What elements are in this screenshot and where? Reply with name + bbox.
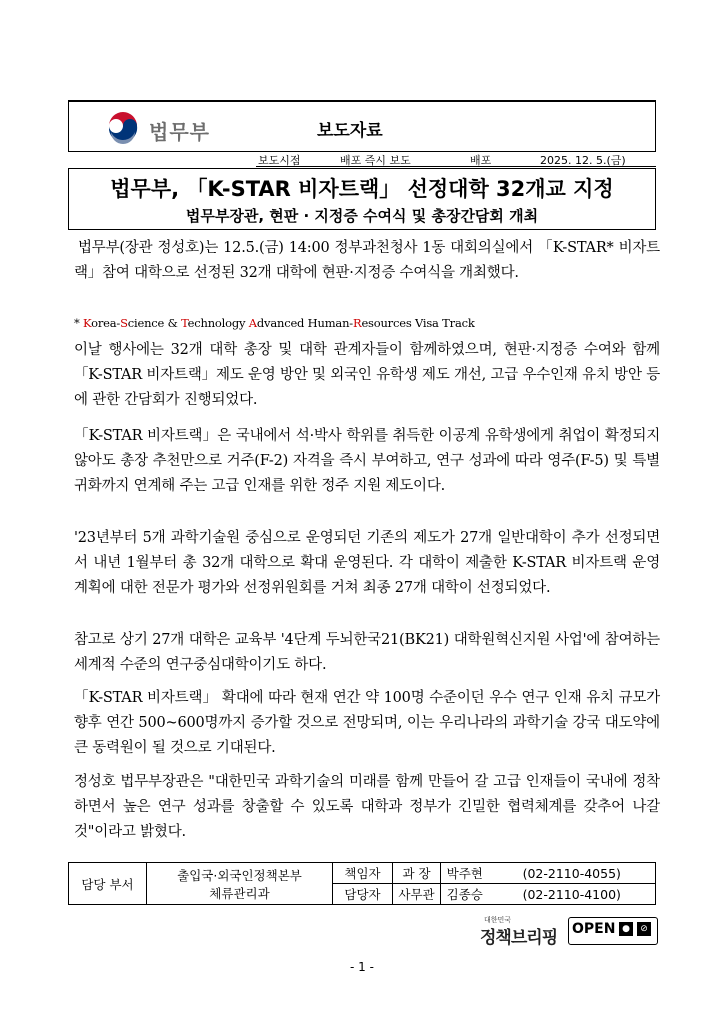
release-info <box>68 150 656 168</box>
release-underline <box>256 166 656 167</box>
paragraph-7-block <box>74 770 660 845</box>
paragraph-5-block <box>74 628 660 678</box>
acronym-letter: T <box>181 316 188 330</box>
phone-cell: (02-2110-4055) <box>489 863 656 884</box>
dept-label-cell: 담당 부서 <box>69 863 147 905</box>
attribution-icon: ● <box>619 922 633 936</box>
acronym-letter: R <box>352 316 362 330</box>
dept-name-line-1: 출입국·외국인정책본부 <box>177 867 302 883</box>
distribution-date: 2025. 12. 5.(금) <box>540 154 626 167</box>
doc-type-title: 보도자료 <box>317 121 383 141</box>
release-time-value: 배포 즉시 보도 <box>340 154 411 167</box>
org-name: 법무부 <box>149 120 210 144</box>
no-commercial-icon: ⊘ <box>637 922 651 936</box>
subheadline: 법무부장관, 현판 · 지정증 수여식 및 총장간담회 개최 <box>185 207 539 225</box>
footnote-fragment: echnology <box>187 316 249 330</box>
footnote-fragment: dvanced Human- <box>256 316 353 330</box>
headline-box <box>68 168 656 230</box>
footnote-text <box>83 316 475 330</box>
footnote-prefix: * <box>74 316 84 330</box>
paragraph: 참고로 상기 27개 대학은 교육부 '4단계 두뇌한국21(BK21) 대학원혁신지원 사업'에 참여하는 세계적 수준의 연구중심대학이기도 하다. <box>74 632 660 673</box>
paragraph-2-block <box>74 338 660 413</box>
paragraph: 「K-STAR 비자트랙」 확대에 따라 현재 연간 약 100명 수준이던 우수 연구 인재 유치 규모가 향후 연간 500~600명까지 증가할 것으로 전망되며, 이는 우리나라의 과학기술 강국 대도약에 큰 동력원이 될 것으로 기대된다. <box>74 690 660 756</box>
policy-briefing-text: 정책브리핑 <box>480 928 558 948</box>
ministry-logo <box>105 110 215 146</box>
table-row <box>69 863 656 884</box>
position-cell: 사무관 <box>393 884 441 905</box>
role-cell: 책임자 <box>333 863 393 884</box>
position-cell: 과 장 <box>393 863 441 884</box>
paragraph: 「K-STAR 비자트랙」은 국내에서 석·박사 학위를 취득한 이공계 유학생에게 취업이 확정되지 않아도 총장 추천만으로 거주(F-2) 자격을 즉시 부여하고, 연구 성과에 따라 영주(F-5) 및 특별귀화까지 연계해 주는 고급 인재를 위한 정주 지원 제도이다. <box>74 428 660 494</box>
paragraph: 이날 행사에는 32개 대학 총장 및 대학 관계자들이 함께하였으며, 현판·지정증 수여와 함께 「K-STAR 비자트랙」제도 운영 방안 및 외국인 유학생 제도 개선, 고급 우수인재 유치 방안 등에 관한 간담회가 진행되었다. <box>74 342 660 408</box>
role-cell: 담당자 <box>333 884 393 905</box>
paragraph-1-block <box>74 236 660 286</box>
contact-name-cell: 박주현 <box>441 863 489 884</box>
dept-name-cell <box>147 863 333 905</box>
acronym-letter: A <box>248 316 257 330</box>
paragraph-6-block <box>74 686 660 761</box>
footnote-fragment: orea- <box>91 316 121 330</box>
footnote-fragment: cience & <box>127 316 182 330</box>
header-box <box>68 100 656 152</box>
paragraph-4-block <box>74 526 660 601</box>
acronym-letter: K <box>83 316 92 330</box>
headline: 법무부, 「K-STAR 비자트랙」 선정대학 32개교 지정 <box>110 177 614 201</box>
contact-table <box>68 862 656 905</box>
taegeuk-emblem-icon <box>105 110 141 146</box>
paragraph: '23년부터 5개 과학기술원 중심으로 운영되던 기존의 제도가 27개 일반대학이 추가 선정되면서 내년 1월부터 총 32개 대학으로 확대 운영된다. 각 대학이 제출한 K-STAR 비자트랙 운영 계획에 대한 전문가 평가와 선정위원회를 거쳐 최종 27개 대학이 선정되었다. <box>74 530 660 596</box>
open-license-logo <box>568 917 658 945</box>
footnote-fragment: esources Visa Track <box>361 316 475 330</box>
branding-area <box>480 915 660 951</box>
page-number: - 1 - <box>350 960 374 974</box>
open-license-label: OPEN <box>572 921 616 937</box>
footnote <box>74 314 660 332</box>
policy-briefing-small-text: 대한민국 <box>484 916 512 924</box>
dept-name-line-2: 체류관리과 <box>209 885 270 901</box>
paragraph-3-block <box>74 424 660 499</box>
paragraph: 정성호 법무부장관은 "대한민국 과학기술의 미래를 함께 만들어 갈 고급 인재들이 국내에 정착하면서 높은 연구 성과를 창출할 수 있도록 대학과 정부가 긴밀한 협력체계를 갖추어 나갈 것"이라고 밝혔다. <box>74 774 660 840</box>
contact-name-cell: 김종승 <box>441 884 489 905</box>
release-time-label: 보도시점 <box>258 154 301 167</box>
acronym-letter: S <box>120 316 128 330</box>
paragraph: 법무부(장관 정성호)는 12.5.(금) 14:00 정부과천청사 1동 대회의실에서 「K-STAR* 비자트랙」참여 대학으로 선정된 32개 대학에 현판·지정증 수여식을 개최했다. <box>74 240 660 281</box>
phone-cell: (02-2110-4100) <box>489 884 656 905</box>
distribution-label: 배포 <box>470 154 492 167</box>
policy-briefing-logo <box>480 915 560 951</box>
